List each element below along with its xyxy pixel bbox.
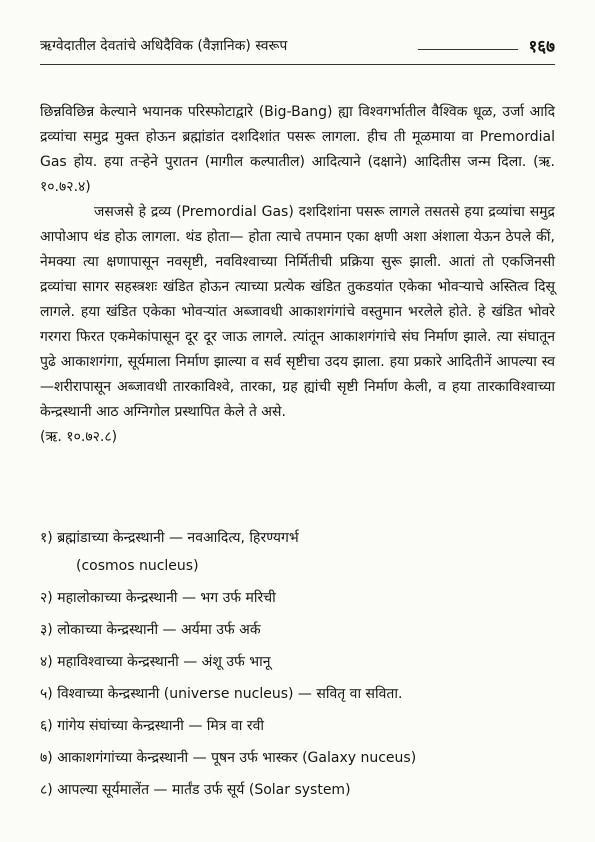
list-item: १) ब्रह्मांडाच्या केन्द्रस्थानी — नवआदित्य, हिरण्यगर्भ	[40, 530, 299, 546]
list-item: ३) लोकाच्या केन्द्रस्थानी — अर्यमा उर्फ अर्क	[40, 622, 261, 638]
paragraph-2: जसजसे हे द्रव्य (Premordial Gas) दशदिशांना पसरू लागले तसतसे हया द्रव्यांचा समुद्र आपोआप थंड होऊ लागला. थंड होता— होता त्याचे तपमान एका क्षणी अशा अंशाला येऊन ठेपले कीं, नेमक्या त्या क्षणापासून नवसृष्टी, नवविश्वाच्या निर्मितीची प्रक्रिया सुरू झाली. आतां तो एकजिनसी द्रव्यांचा सागर सहस्त्रशः खंडित होऊन त्याच्या प्रत्येक खंडित तुकडयांत एकेका भोवऱ्याचे अस्तित्व दिसू लागले. हया खंडित एकेका भोवऱ्यांत अब्जावधी आकाशगंगांचे वस्तुमान भरलेले होते. हे खंडित भोवरे गरगरा फिरत एकमेकांपासून दूर दूर जाऊ लागले. त्यांतून आकाशगंगांचे संघ निर्माण झाले. त्या संघातून पुढे आकाशगंगा, सूर्यमाला निर्माण झाल्या व सर्व सृष्टीचा उदय झाला. हया प्रकारे आदितीनें आपल्या स्व—शरीरापासून अब्जावधी तारकाविश्वे, तारका, ग्रह ह्यांची सृष्टी निर्माण केली, व हया तारकाविश्वाच्या केन्द्रस्थानी आठ अग्निगोल प्रस्थापित केले ते असे.	[40, 204, 555, 420]
page-number: १६७	[528, 37, 555, 57]
list-item: ८) आपल्या सूर्यमालेंत — मार्तंड उर्फ सूर्य (Solar system)	[40, 782, 351, 798]
list-item-note: (cosmos nucleus)	[76, 558, 199, 574]
running-title: ऋग्वेदातील देवतांचे अधिदैविक (वैज्ञानिक) स्वरूप	[40, 38, 288, 54]
body-text	[40, 100, 555, 450]
paragraph-1: छिन्नविछिन्न केल्याने भयानक परिस्फोटाद्वारे (Big-Bang) ह्या विश्वगर्भातील वैश्विक धूळ, उर्जा आदि द्रव्यांचा समुद्र मुक्त होऊन ब्रह्मांडांत दशदिशांत पसरू लागला. हीच ती मूळमाया वा Premordial Gas होय. हया तऱ्हेने पुरातन (मागील कल्पातील) आदित्याने (दक्षाने) आदितीस जन्म दिला. (ऋ. १०.७२.४)	[40, 104, 555, 195]
header-rule	[418, 49, 518, 50]
list-item: ६) गांगेय संघांच्या केन्द्रस्थानी — मित्र वा रवी	[40, 718, 264, 734]
list-item: ४) महाविश्वाच्या केन्द्रस्थानी — अंशू उर्फ भानू	[40, 654, 271, 670]
reference: (ऋ. १०.७२.८)	[40, 429, 118, 445]
header-underline	[40, 64, 555, 65]
list-item: ५) विश्वाच्या केन्द्रस्थानी (universe nucleus) — सवितृ वा सविता.	[40, 686, 403, 702]
list-item: ७) आकाशगंगांच्या केन्द्रस्थानी — पूषन उर्फ भास्कर (Galaxy nuceus)	[40, 750, 417, 766]
page-header	[40, 36, 555, 62]
list-item: २) महालोकाच्या केन्द्रस्थानी — भग उर्फ मरिची	[40, 590, 276, 606]
